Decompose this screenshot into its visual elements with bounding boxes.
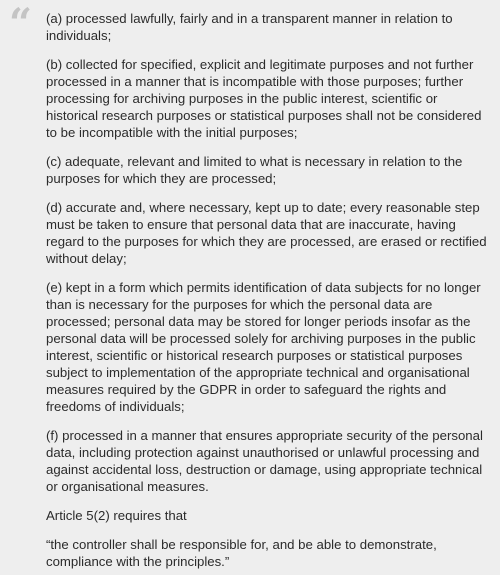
- principle-f: (f) processed in a manner that ensures appropriate security of the personal data, including protection against unauthorised or unlawful processing and against accidental loss, destruction or damage, using appropriate technical or organisational measures.: [46, 428, 483, 494]
- principle-c: (c) adequate, relevant and limited to what is necessary in relation to the purposes for which they are processed;: [46, 154, 463, 186]
- quote-icon: “: [9, 0, 33, 47]
- principle-e: (e) kept in a form which permits identification of data subjects for no longer than is necessary for the purposes for which the personal data are processed; personal data may be stored for longer periods insofar as the personal data will be processed solely for archiving purposes in the public interest, scientific or historical research purposes or statistical purposes subject to implementation of the appropriate technical and organisational measures required by the GDPR in order to safeguard the rights and freedoms of individuals;: [46, 280, 481, 414]
- accountability-quote: “the controller shall be responsible for, and be able to demonstrate, compliance with the principles.”: [46, 537, 437, 569]
- article-reference: Article 5(2) requires that: [46, 508, 187, 523]
- principle-b: (b) collected for specified, explicit and legitimate purposes and not further processed in a manner that is incompatible with those purposes; further processing for archiving purposes in the public interest, scientific or historical research purposes or statistical purposes shall not be considered to be incompatible with the initial purposes;: [46, 57, 482, 140]
- principle-d: (d) accurate and, where necessary, kept up to date; every reasonable step must be taken to ensure that personal data that are inaccurate, having regard to the purposes for which they are processed, are erased or rectified without delay;: [46, 200, 487, 266]
- principle-a: (a) processed lawfully, fairly and in a transparent manner in relation to individuals;: [46, 11, 453, 43]
